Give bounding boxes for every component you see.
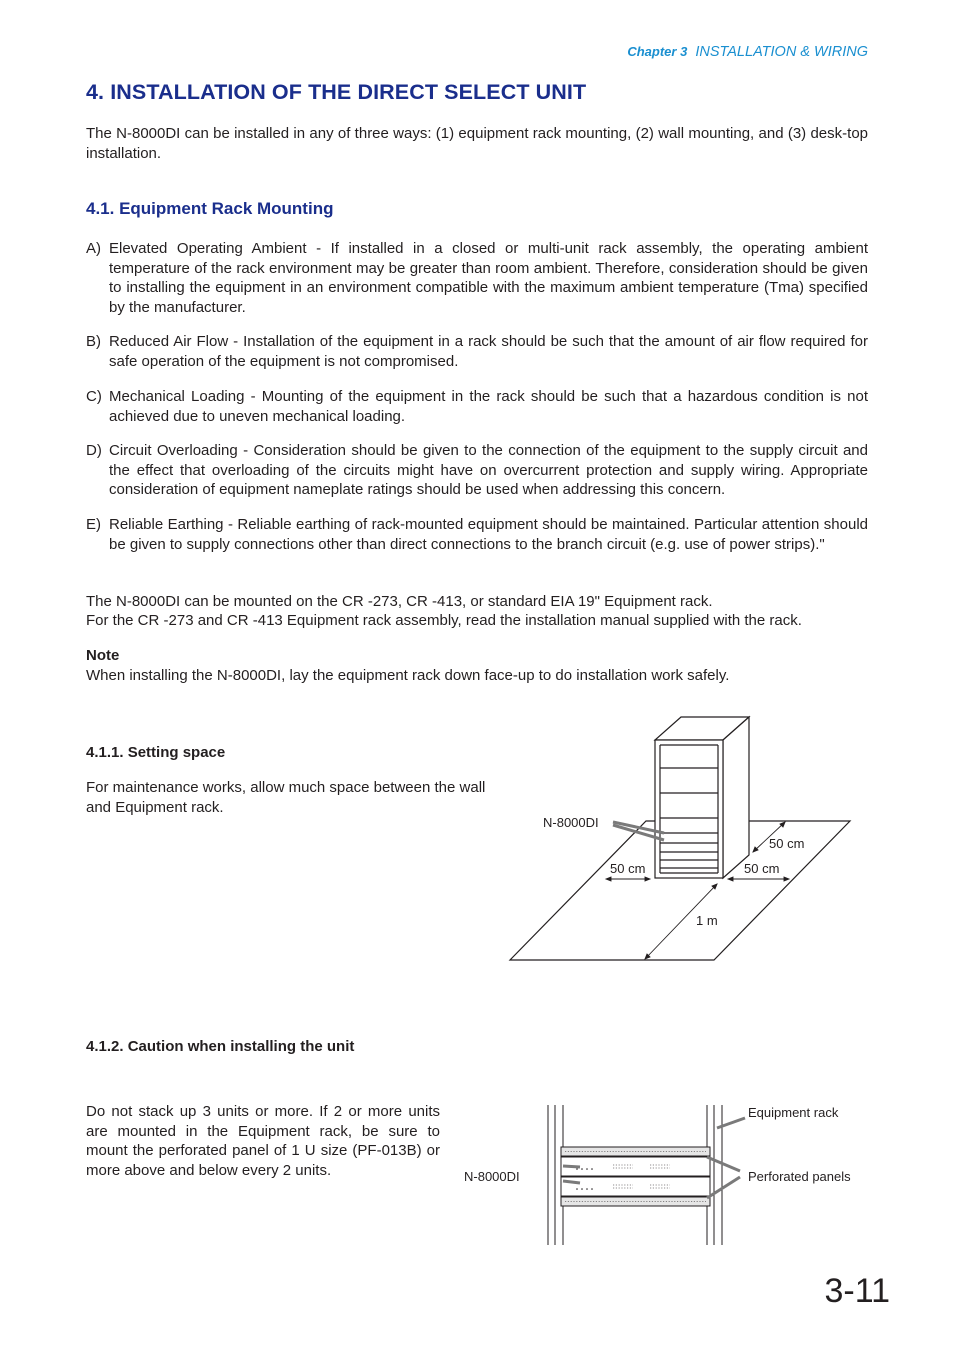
list-text: Reliable Earthing - Reliable earthing of rack-mounted equipment should be maintained. Particular attention should be given to supply connections other than direct connections to the branch circuit (e.g. use of power strips)." (109, 516, 868, 553)
chapter-label: Chapter 3 (627, 44, 688, 59)
section-heading-4-1-2: 4.1.2. Caution when installing the unit (86, 1038, 355, 1055)
list-item-d (86, 441, 868, 500)
leader-unit-2 (563, 1181, 580, 1183)
fig1-dim-left: 50 cm (610, 861, 646, 876)
mount-line-1: The N-8000DI can be mounted on the CR -273, CR -413, or standard EIA 19" Equipment rack. (86, 593, 713, 610)
list-item-c (86, 387, 868, 426)
setting-space-figure (500, 705, 860, 970)
list-item-a (86, 239, 868, 317)
leader-equipment-rack (717, 1118, 745, 1128)
list-label: E) (86, 516, 101, 533)
intro-paragraph: The N-8000DI can be installed in any of three ways: (1) equipment rack mounting, (2) wall mounting, and (3) desk-top installation. (86, 125, 868, 162)
list-text: Reduced Air Flow - Installation of the equipment in a rack should be such that the amount of air flow required for safe operation of the equipment is not compromised. (109, 333, 868, 370)
page-number: 3-11 (824, 1272, 890, 1310)
list-label: D) (86, 442, 102, 459)
page-title: 4. INSTALLATION OF THE DIRECT SELECT UNIT (86, 80, 587, 104)
list-label: C) (86, 388, 102, 405)
fig2-unit-label: N-8000DI (464, 1169, 520, 1184)
leader-panel-bottom (707, 1177, 740, 1198)
section-heading-4-1: 4.1. Equipment Rack Mounting (86, 199, 334, 218)
note-heading: Note (86, 647, 120, 664)
chapter-section: INSTALLATION & WIRING (695, 44, 868, 60)
fig2-rack-label: Equipment rack (748, 1105, 839, 1120)
note-text: When installing the N-8000DI, lay the equipment rack down face-up to do installation work safely. (86, 667, 730, 684)
running-header (627, 44, 868, 60)
fig1-unit-label: N-8000DI (543, 815, 599, 830)
unit-1 (561, 1157, 710, 1176)
fig1-dim-front: 1 m (696, 913, 718, 928)
caution-figure (455, 1095, 875, 1250)
setting-space-text: For maintenance works, allow much space between the wall and Equipment rack. (86, 779, 486, 816)
leader-unit-1 (563, 1166, 580, 1167)
unit-2 (561, 1177, 710, 1196)
list-text: Mechanical Loading - Mounting of the equipment in the rack should be such that a hazardous condition is not achieved due to uneven mechanical loading. (109, 388, 868, 425)
list-text: Circuit Overloading - Consideration should be given to the connection of the equipment to the supply circuit and the effect that overloading of the circuits might have on overcurrent protection and supply wiring. Appropriate consideration of equipment nameplate ratings should be used when addressing this concern. (109, 442, 868, 498)
section-heading-4-1-1: 4.1.1. Setting space (86, 744, 226, 761)
list-label: A) (86, 240, 101, 257)
list-item-b (86, 332, 868, 371)
rack-side (723, 717, 749, 878)
list-text: Elevated Operating Ambient - If installed in a closed or multi-unit rack assembly, the operating ambient temperature of the rack environment may be greater than room ambient. Therefore, consideration should be given to installing the equipment in an environment compatible with the maximum ambient temperature (Tma) specified by the manufacturer. (109, 240, 868, 316)
fig2-panel-label: Perforated panels (748, 1169, 851, 1184)
mount-line-2: For the CR -273 and CR -413 Equipment rack assembly, read the installation manual supplied with the rack. (86, 612, 802, 629)
fig1-dim-back: 50 cm (769, 836, 805, 851)
rack-front (655, 740, 723, 878)
caution-text: Do not stack up 3 units or more. If 2 or more units are mounted in the Equipment rack, be sure to mount the perforated panel of 1 U size (PF-013B) or more above and below every 2 units. (86, 1103, 440, 1179)
list-label: B) (86, 333, 101, 350)
fig1-dim-right: 50 cm (744, 861, 780, 876)
leader-panel-top (707, 1157, 740, 1171)
list-item-e (86, 515, 868, 554)
